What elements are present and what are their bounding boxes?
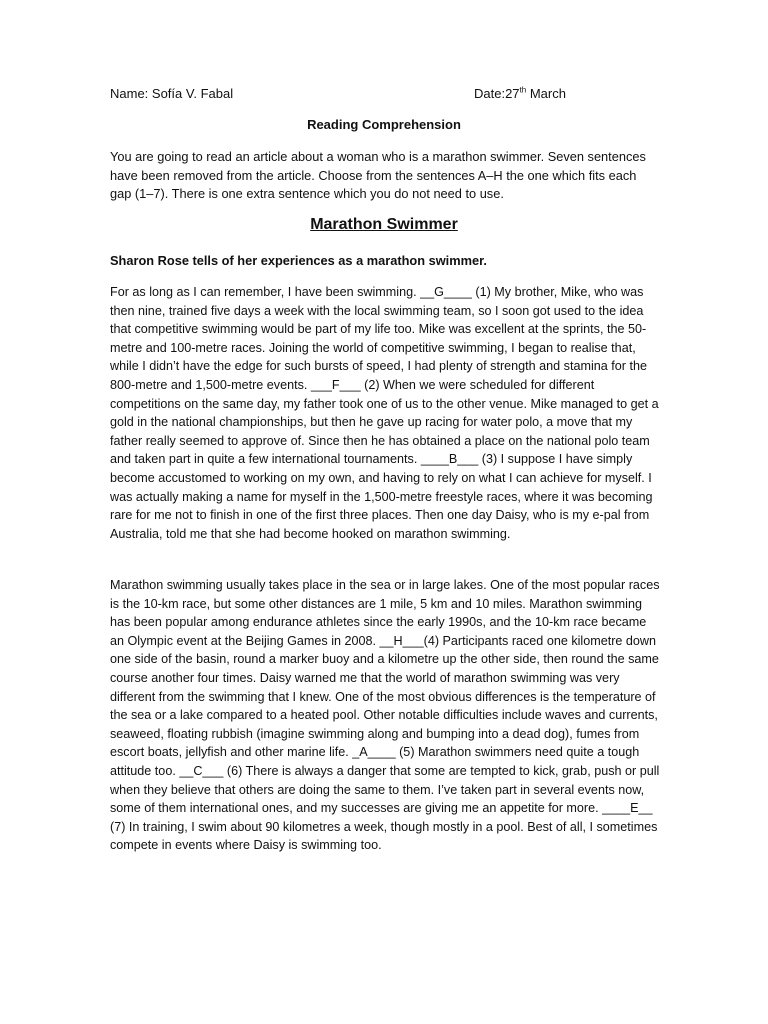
article-lead: Sharon Rose tells of her experiences as a marathon swimmer. <box>110 253 487 268</box>
date-month: March <box>526 86 566 101</box>
date-ordinal: th <box>519 85 527 95</box>
date-field <box>474 86 566 101</box>
article-paragraph-2: Marathon swimming usually takes place in the sea or in large lakes. One of the most popular races is the 10-km race, but some other distances are 1 mile, 5 km and 10 miles. Marathon swimming has been popular among endurance athletes since the early 1990s, and the 10-km race became an Olympic event at the Beijing Games in 2008. __H___(4) Participants raced one kilometre down one side of the basin, round a marker buoy and a kilometre up the other side, then round the same course another four times. Daisy warned me that the world of marathon swimming was very different from the swimming that I knew. One of the most obvious differences is the temperature of the sea or a lake compared to a heated pool. Other notable difficulties include waves and currents, seaweed, floating rubbish (imagine swimming along and bumping into a dead dog), fumes from escort boats, jellyfish and other marine life. _A____ (5) Marathon swimmers need quite a tough attitude too. __C___ (6) There is always a danger that some are tempted to kick, grab, push or pull when they believe that others are doing the same to them. I’ve taken part in several events now, some of them international ones, and my successes are giving me an appetite for more. ____E__ (7) In training, I swim about 90 kilometres a week, though mostly in a pool. Best of all, I sometimes compete in events where Daisy is swimming too. <box>110 578 660 853</box>
date-prefix: Date:27 <box>474 86 520 101</box>
header-row <box>110 86 670 106</box>
instructions-text: You are going to read an article about a woman who is a marathon swimmer. Seven sentences have been removed from the article. Choose from the sentences A–H the one which fits each gap (1–7). There is one extra sentence which you do not need to use. <box>110 149 646 202</box>
student-name: Name: Sofía V. Fabal <box>110 86 234 101</box>
article-paragraph-1: For as long as I can remember, I have been swimming. __G____ (1) My brother, Mike, who was then nine, trained five days a week with the local swimming team, so I soon got used to the idea that competitive swimming would be part of my life too. Mike was excellent at the sprints, the 50-metre and 100-metre races. Joining the world of competitive swimming, I began to realise that, while I didn’t have the edge for such bursts of speed, I had plenty of strength and stamina for the 800-metre and 1,500-metre events. ___F___ (2) When we were scheduled for different competitions on the same day, my father took one of us to the other venue. Mike managed to get a gold in the national championships, but then he gave up racing for water polo, a move that my father really seemed to approve of. Since then he has obtained a place on the national polo team and taken part in quite a few international tournaments. ____B___ (3) I suppose I have simply become accustomed to working on my own, and having to rely on what I can achieve for myself. I was actually making a name for myself in the 1,500-metre freestyle races, where it was becoming rare for me not to finish in one of the first three places. Then one day Daisy, who is my e-pal from Australia, told me that she had become hooked on marathon swimming. <box>110 285 659 541</box>
worksheet-subtitle: Reading Comprehension <box>307 117 461 132</box>
article-title: Marathon Swimmer <box>310 216 458 233</box>
